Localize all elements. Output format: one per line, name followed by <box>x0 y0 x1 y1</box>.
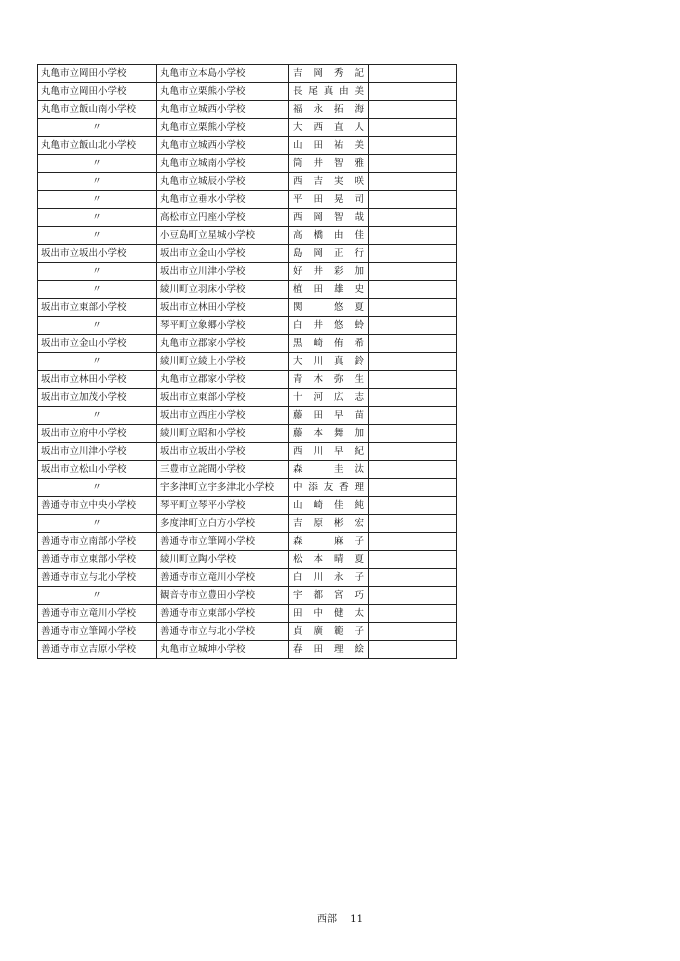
teacher-name-text: 田 中 健 太 <box>293 608 364 619</box>
page-footer <box>0 910 680 925</box>
teacher-name <box>289 101 369 119</box>
remarks-cell <box>369 443 457 461</box>
teacher-name <box>289 389 369 407</box>
former-school: 善通寺市立与北小学校 <box>38 569 157 587</box>
teacher-name-text: 白 川 永 子 <box>293 572 364 583</box>
table-row <box>38 173 457 191</box>
new-school: 綾川町立陶小学校 <box>157 551 289 569</box>
teacher-name <box>289 317 369 335</box>
former-school: 〃 <box>38 587 157 605</box>
remarks-cell <box>369 587 457 605</box>
teacher-name <box>289 281 369 299</box>
teacher-name <box>289 209 369 227</box>
table-row <box>38 155 457 173</box>
former-school: 丸亀市立岡田小学校 <box>38 83 157 101</box>
table-row <box>38 209 457 227</box>
former-school: 坂出市立加茂小学校 <box>38 389 157 407</box>
remarks-cell <box>369 155 457 173</box>
table-row <box>38 551 457 569</box>
remarks-cell <box>369 191 457 209</box>
new-school: 坂出市立金山小学校 <box>157 245 289 263</box>
remarks-cell <box>369 119 457 137</box>
teacher-name-text: 森 圭 汰 <box>293 464 364 475</box>
teacher-name <box>289 641 369 659</box>
table-row <box>38 83 457 101</box>
teacher-name <box>289 515 369 533</box>
new-school: 三豊市立詫間小学校 <box>157 461 289 479</box>
table-row <box>38 335 457 353</box>
former-school: 坂出市立府中小学校 <box>38 425 157 443</box>
table-row <box>38 263 457 281</box>
remarks-cell <box>369 623 457 641</box>
teacher-name-text: 西 吉 実 咲 <box>293 176 364 187</box>
former-school: 〃 <box>38 173 157 191</box>
remarks-cell <box>369 407 457 425</box>
teacher-name <box>289 533 369 551</box>
former-school: 〃 <box>38 191 157 209</box>
teacher-name <box>289 407 369 425</box>
remarks-cell <box>369 281 457 299</box>
new-school: 善通寺市立東部小学校 <box>157 605 289 623</box>
new-school: 琴平町立象郷小学校 <box>157 317 289 335</box>
teacher-name <box>289 479 369 497</box>
remarks-cell <box>369 353 457 371</box>
teacher-name-text: 平 田 晃 司 <box>293 194 364 205</box>
former-school: 善通寺市立吉原小学校 <box>38 641 157 659</box>
former-school: 坂出市立東部小学校 <box>38 299 157 317</box>
new-school: 坂出市立東部小学校 <box>157 389 289 407</box>
teacher-name <box>289 245 369 263</box>
new-school: 丸亀市立郡家小学校 <box>157 335 289 353</box>
teacher-name-text: 筒 井 智 雅 <box>293 158 364 169</box>
former-school: 〃 <box>38 119 157 137</box>
remarks-cell <box>369 551 457 569</box>
remarks-cell <box>369 335 457 353</box>
table-row <box>38 245 457 263</box>
teacher-name-text: 西 川 早 紀 <box>293 446 364 457</box>
new-school: 丸亀市立垂水小学校 <box>157 191 289 209</box>
remarks-cell <box>369 533 457 551</box>
teacher-name-text: 吉 原 彬 宏 <box>293 518 364 529</box>
remarks-cell <box>369 479 457 497</box>
teacher-name <box>289 551 369 569</box>
former-school: 〃 <box>38 263 157 281</box>
new-school: 高松市立円座小学校 <box>157 209 289 227</box>
new-school: 綾川町立羽床小学校 <box>157 281 289 299</box>
former-school: 〃 <box>38 515 157 533</box>
teacher-name-text: 青 木 弥 生 <box>293 374 364 385</box>
former-school: 〃 <box>38 407 157 425</box>
teacher-name-text: 島 岡 正 行 <box>293 248 364 259</box>
table-row <box>38 119 457 137</box>
teacher-name-text: 宇 都 宮 巧 <box>293 590 364 601</box>
former-school: 坂出市立坂出小学校 <box>38 245 157 263</box>
teacher-name-text: 山 田 祐 美 <box>293 140 364 151</box>
teacher-name-text: 十 河 広 志 <box>293 392 364 403</box>
teacher-name-text: 関 悠 夏 <box>293 302 364 313</box>
teacher-name-text: 松 本 晴 夏 <box>293 554 364 565</box>
former-school: 善通寺市立筆岡小学校 <box>38 623 157 641</box>
former-school: 坂出市立川津小学校 <box>38 443 157 461</box>
remarks-cell <box>369 371 457 389</box>
teacher-name-text: 春 田 理 絵 <box>293 644 364 655</box>
former-school: 〃 <box>38 353 157 371</box>
table-row <box>38 587 457 605</box>
teacher-name-text: 高 橋 由 佳 <box>293 230 364 241</box>
remarks-cell <box>369 263 457 281</box>
former-school: 〃 <box>38 209 157 227</box>
remarks-cell <box>369 569 457 587</box>
remarks-cell <box>369 317 457 335</box>
footer-page-number: 11 <box>350 914 363 925</box>
teacher-name <box>289 371 369 389</box>
new-school: 綾川町立綾上小学校 <box>157 353 289 371</box>
new-school: 綾川町立昭和小学校 <box>157 425 289 443</box>
teacher-name <box>289 155 369 173</box>
table-row <box>38 137 457 155</box>
new-school: 善通寺市立筆岡小学校 <box>157 533 289 551</box>
table-row <box>38 389 457 407</box>
teacher-name <box>289 569 369 587</box>
transfer-table <box>37 64 457 659</box>
remarks-cell <box>369 173 457 191</box>
remarks-cell <box>369 515 457 533</box>
table-row <box>38 425 457 443</box>
new-school: 丸亀市立城西小学校 <box>157 137 289 155</box>
transfer-table-body <box>38 65 457 659</box>
table-row <box>38 641 457 659</box>
new-school: 丸亀市立栗熊小学校 <box>157 83 289 101</box>
remarks-cell <box>369 641 457 659</box>
new-school: 小豆島町立星城小学校 <box>157 227 289 245</box>
former-school: 坂出市立松山小学校 <box>38 461 157 479</box>
former-school: 善通寺市立東部小学校 <box>38 551 157 569</box>
table-row <box>38 407 457 425</box>
teacher-name-text: 好 井 彩 加 <box>293 266 364 277</box>
teacher-name <box>289 137 369 155</box>
table-row <box>38 371 457 389</box>
teacher-name <box>289 299 369 317</box>
teacher-name <box>289 425 369 443</box>
teacher-name-text: 吉 岡 秀 記 <box>293 68 364 79</box>
former-school: 〃 <box>38 479 157 497</box>
teacher-name-text: 福 永 拓 海 <box>293 104 364 115</box>
new-school: 多度津町立白方小学校 <box>157 515 289 533</box>
teacher-name <box>289 623 369 641</box>
table-row <box>38 569 457 587</box>
teacher-name <box>289 191 369 209</box>
teacher-name <box>289 335 369 353</box>
table-row <box>38 533 457 551</box>
table-row <box>38 65 457 83</box>
former-school: 坂出市立林田小学校 <box>38 371 157 389</box>
new-school: 琴平町立琴平小学校 <box>157 497 289 515</box>
table-row <box>38 497 457 515</box>
new-school: 丸亀市立郡家小学校 <box>157 371 289 389</box>
teacher-name <box>289 227 369 245</box>
former-school: 丸亀市立飯山南小学校 <box>38 101 157 119</box>
teacher-name <box>289 65 369 83</box>
teacher-name-text: 大 川 真 鈴 <box>293 356 364 367</box>
teacher-name-text: 藤 田 早 苗 <box>293 410 364 421</box>
teacher-name <box>289 119 369 137</box>
teacher-name-text: 植 田 雄 史 <box>293 284 364 295</box>
new-school: 丸亀市立城南小学校 <box>157 155 289 173</box>
remarks-cell <box>369 83 457 101</box>
former-school: 善通寺市立南部小学校 <box>38 533 157 551</box>
new-school: 坂出市立林田小学校 <box>157 299 289 317</box>
table-row <box>38 227 457 245</box>
new-school: 観音寺市立豊田小学校 <box>157 587 289 605</box>
teacher-name <box>289 587 369 605</box>
remarks-cell <box>369 227 457 245</box>
new-school: 善通寺市立竜川小学校 <box>157 569 289 587</box>
teacher-name-text: 白 井 悠 蛉 <box>293 320 364 331</box>
teacher-name <box>289 461 369 479</box>
teacher-name-text: 西 岡 智 哉 <box>293 212 364 223</box>
teacher-name <box>289 605 369 623</box>
teacher-name <box>289 263 369 281</box>
table-row <box>38 605 457 623</box>
remarks-cell <box>369 65 457 83</box>
new-school: 丸亀市立城辰小学校 <box>157 173 289 191</box>
new-school: 坂出市立西庄小学校 <box>157 407 289 425</box>
table-row <box>38 515 457 533</box>
table-row <box>38 191 457 209</box>
teacher-name-text: 貞 廣 範 子 <box>293 626 364 637</box>
teacher-name-text: 山 崎 佳 純 <box>293 500 364 511</box>
table-row <box>38 461 457 479</box>
table-row <box>38 299 457 317</box>
table-row <box>38 353 457 371</box>
former-school: 丸亀市立飯山北小学校 <box>38 137 157 155</box>
teacher-name-text: 森 麻 子 <box>293 536 364 547</box>
new-school: 丸亀市立城西小学校 <box>157 101 289 119</box>
teacher-name-text: 大 西 直 人 <box>293 122 364 133</box>
former-school: 〃 <box>38 227 157 245</box>
remarks-cell <box>369 389 457 407</box>
remarks-cell <box>369 137 457 155</box>
former-school: 丸亀市立岡田小学校 <box>38 65 157 83</box>
teacher-name <box>289 443 369 461</box>
new-school: 丸亀市立本島小学校 <box>157 65 289 83</box>
former-school: 〃 <box>38 317 157 335</box>
footer-section: 西部 <box>317 914 338 925</box>
remarks-cell <box>369 245 457 263</box>
table-row <box>38 281 457 299</box>
remarks-cell <box>369 299 457 317</box>
teacher-name-text: 長 尾 真 由 美 <box>293 86 364 97</box>
new-school: 坂出市立川津小学校 <box>157 263 289 281</box>
former-school: 〃 <box>38 155 157 173</box>
former-school: 〃 <box>38 281 157 299</box>
remarks-cell <box>369 425 457 443</box>
table-row <box>38 479 457 497</box>
table-row <box>38 443 457 461</box>
table-row <box>38 623 457 641</box>
teacher-name <box>289 497 369 515</box>
teacher-name-text: 黒 崎 侑 希 <box>293 338 364 349</box>
former-school: 善通寺市立竜川小学校 <box>38 605 157 623</box>
former-school: 坂出市立金山小学校 <box>38 335 157 353</box>
remarks-cell <box>369 605 457 623</box>
former-school: 善通寺市立中央小学校 <box>38 497 157 515</box>
new-school: 丸亀市立城坤小学校 <box>157 641 289 659</box>
new-school: 宇多津町立宇多津北小学校 <box>157 479 289 497</box>
teacher-name-text: 中 添 友 香 理 <box>293 482 364 493</box>
new-school: 善通寺市立与北小学校 <box>157 623 289 641</box>
new-school: 丸亀市立栗熊小学校 <box>157 119 289 137</box>
teacher-name <box>289 173 369 191</box>
remarks-cell <box>369 101 457 119</box>
table-row <box>38 317 457 335</box>
remarks-cell <box>369 497 457 515</box>
remarks-cell <box>369 461 457 479</box>
remarks-cell <box>369 209 457 227</box>
teacher-name <box>289 83 369 101</box>
table-row <box>38 101 457 119</box>
teacher-name <box>289 353 369 371</box>
teacher-name-text: 藤 本 舞 加 <box>293 428 364 439</box>
new-school: 坂出市立坂出小学校 <box>157 443 289 461</box>
